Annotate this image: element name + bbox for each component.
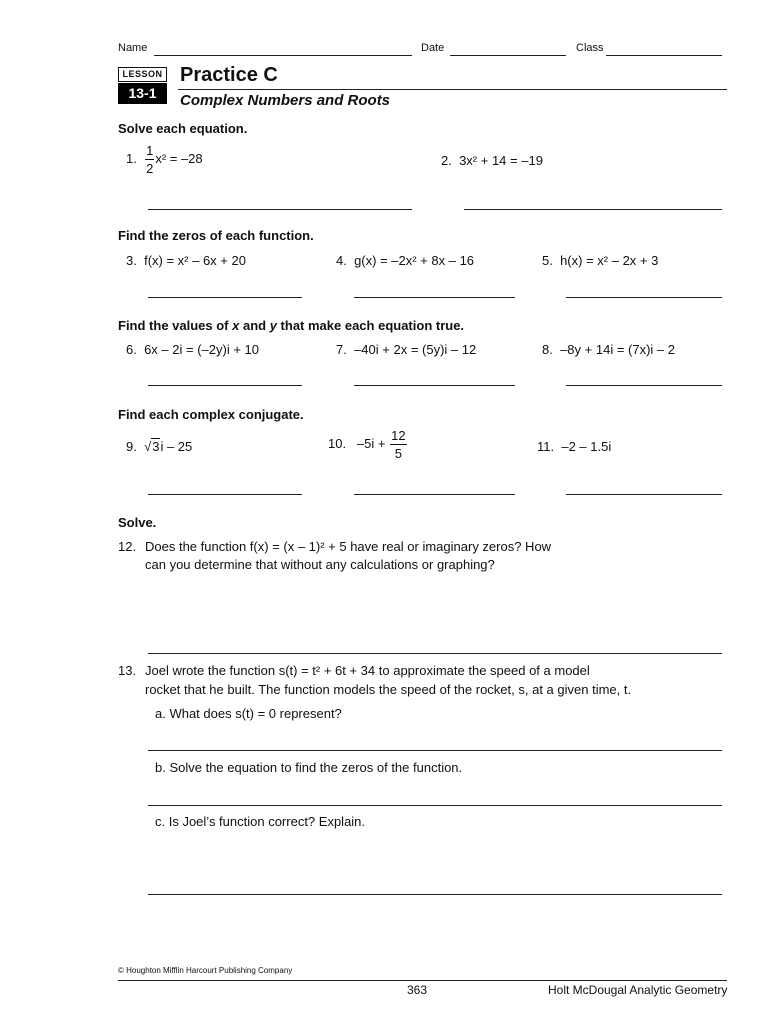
- book-title: Holt McDougal Analytic Geometry: [548, 983, 728, 997]
- page-number: 363: [407, 983, 428, 997]
- problem-9: 9. √3i – 25: [126, 439, 193, 454]
- answer-line-13b[interactable]: [148, 805, 722, 806]
- answer-line-6[interactable]: [148, 385, 302, 386]
- page-title: Practice C: [180, 64, 278, 86]
- problem-13c: c. Is Joel’s function correct? Explain.: [155, 814, 366, 829]
- footer-rule: [118, 980, 727, 981]
- square-root: √3: [144, 439, 160, 454]
- problem-12-number: 12.: [118, 539, 137, 554]
- problem-2: 2. 3x² + 14 = –19: [441, 153, 543, 168]
- date-field[interactable]: [450, 55, 566, 56]
- section-heading-solve-each: Solve each equation.: [118, 121, 248, 136]
- problem-13-number: 13.: [118, 663, 137, 678]
- problem-4: 4. g(x) = –2x² + 8x – 16: [336, 253, 475, 268]
- lesson-badge: LESSON: [118, 67, 167, 82]
- problem-6: 6. 6x – 2i = (–2y)i + 10: [126, 342, 259, 357]
- problem-7: 7. –40i + 2x = (5y)i – 12: [336, 342, 477, 357]
- answer-line-9[interactable]: [148, 494, 302, 495]
- title-rule: [178, 89, 727, 90]
- answer-line-12[interactable]: [148, 653, 722, 654]
- problem-13-line-1: Joel wrote the function s(t) = t² + 6t + 34 to approximate the speed of a model: [145, 663, 590, 678]
- name-field[interactable]: [154, 55, 412, 56]
- answer-line-1[interactable]: [148, 209, 412, 210]
- fraction-one-half: $\frac{1}{2}$: [146, 143, 154, 176]
- problem-11: 11. –2 – 1.5i: [537, 439, 612, 454]
- answer-line-8[interactable]: [566, 385, 722, 386]
- section-heading-conjugate: Find each complex conjugate.: [118, 407, 304, 422]
- copyright: © Houghton Mifflin Harcourt Publishing Company: [118, 966, 293, 975]
- problem-3: 3. f(x) = x² – 6x + 20: [126, 253, 246, 268]
- answer-line-10[interactable]: [354, 494, 515, 495]
- answer-line-13a[interactable]: [148, 750, 722, 751]
- problem-10: 10. –5i + $\frac{12}{5}$: [328, 428, 406, 461]
- problem-12-line-2: can you determine that without any calculations or graphing?: [145, 557, 495, 572]
- problem-1: 1. $\frac{1}{2}$ x² = –28: [126, 143, 203, 176]
- answer-line-7[interactable]: [354, 385, 515, 386]
- problem-12-line-1: Does the function f(x) = (x – 1)² + 5 have real or imaginary zeros? How: [145, 539, 552, 554]
- date-label: Date: [421, 42, 445, 54]
- problem-5: 5. h(x) = x² – 2x + 3: [542, 253, 659, 268]
- answer-line-2[interactable]: [464, 209, 722, 210]
- problem-13-line-2: rocket that he built. The function models the speed of the rocket, s, at a given time, t.: [145, 682, 632, 697]
- answer-line-3[interactable]: [148, 297, 302, 298]
- problem-13b: b. Solve the equation to find the zeros of the function.: [155, 760, 463, 775]
- answer-line-5[interactable]: [566, 297, 722, 298]
- section-heading-solve: Solve.: [118, 515, 157, 530]
- class-label: Class: [576, 42, 604, 54]
- problem-8: 8. –8y + 14i = (7x)i – 2: [542, 342, 675, 357]
- answer-line-11[interactable]: [566, 494, 722, 495]
- name-label: Name: [118, 42, 148, 54]
- class-field[interactable]: [606, 55, 722, 56]
- section-heading-values: Find the values of x and y that make each equation true.: [118, 318, 465, 333]
- fraction-twelve-fifths: $\frac{12}{5}$: [391, 428, 406, 461]
- page-subtitle: Complex Numbers and Roots: [180, 92, 391, 109]
- answer-line-4[interactable]: [354, 297, 515, 298]
- lesson-number: 13-1: [118, 83, 167, 104]
- answer-line-13c[interactable]: [148, 894, 722, 895]
- section-heading-zeros: Find the zeros of each function.: [118, 228, 314, 243]
- problem-13a: a. What does s(t) = 0 represent?: [155, 706, 342, 721]
